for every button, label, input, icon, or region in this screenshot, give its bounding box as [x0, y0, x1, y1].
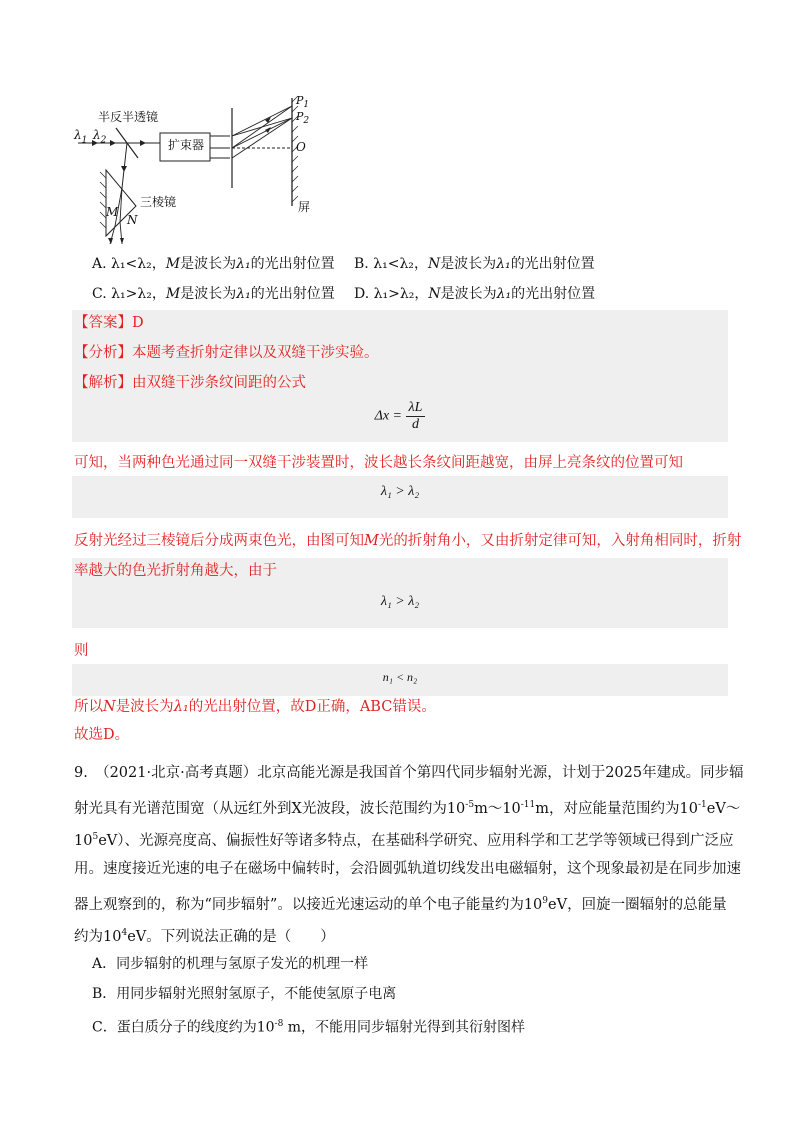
prev-option-a: A. λ₁<λ₂，M是波长为λ₁的光出射位置 — [92, 256, 335, 272]
answer-line: 【答案】D — [74, 315, 144, 331]
q9-option-c: C．蛋白质分子的线度约为$10^{-8}$ m，不能用同步辐射光得到其衍射图样 — [92, 1019, 526, 1036]
q9-line-3: $10^5eV$）、光源亮度高、偏振性好等诸多特点，在基础科学研究、应用科学和工艺学等领域已得到广泛应 — [74, 832, 734, 849]
label-half-mirror: 半反半透镜 — [98, 110, 159, 124]
formula-lambda-compare-1: λ₁ > λ₂ — [380, 484, 420, 499]
label-lambda1: $\lambda_1$ — [74, 128, 88, 146]
q9-line-2: 射光具有光谱范围宽（从远红外到X光波段，波长范围约为$10^{-5}m\sim 10^{-11}m$，对应能量范围约为$10^{-1}eV\sim$ — [74, 800, 741, 817]
formula-lambda-compare-2: λ₁ > λ₂ — [380, 594, 420, 609]
label-lambda2: $\lambda_2$ — [93, 128, 107, 146]
label-p2: $P_2$ — [296, 110, 310, 127]
label-m: M — [106, 205, 119, 219]
label-prism: 三棱镜 — [140, 195, 177, 209]
label-screen: 屏 — [298, 200, 311, 214]
solution-line-6: 所以N是波长为λ₁的光出射位置，故D正确，ABC错误。 — [74, 699, 436, 715]
q9-option-b: B．用同步辐射光照射氢原子，不能使氢原子电离 — [92, 986, 397, 1002]
analysis-line: 【分析】本题考查折射定律以及双缝干涉实验。 — [74, 345, 379, 361]
q9-line-4: 用。速度接近光速的电子在磁场中偏转时，会沿圆弧轨道切线发出电磁辐射，这个现象最初是在同步加速 — [74, 861, 741, 877]
solution-line-2: 可知，当两种色光通过同一双缝干涉装置时，波长越长条纹间距越宽，由屏上亮条纹的位置可知 — [74, 455, 683, 471]
q9-option-a: A．同步辐射的机理与氢原子发光的机理一样 — [92, 956, 369, 972]
solution-line-4: 率越大的色光折射角越大，由于 — [74, 563, 277, 579]
label-n: N — [127, 213, 138, 227]
solution-line-3: 反射光经过三棱镜后分成两束色光，由图可知M光的折射角小，又由折射定律可知，入射角相同时，折射 — [74, 533, 742, 549]
label-expander: 扩束器 — [168, 138, 205, 152]
q9-line-6: 约为$10^4eV$。下列说法正确的是（ ） — [74, 928, 335, 945]
solution-line-7: 故选D。 — [74, 727, 130, 743]
label-p1: $P_1$ — [296, 94, 310, 111]
prev-option-c: C. λ₁>λ₂，M是波长为λ₁的光出射位置 — [92, 286, 335, 302]
q9-line-5: 器上观察到的，称为“同步辐射”。以接近光速运动的单个电子能量约为$10^9eV$，回旋一圈辐射的总能量 — [74, 896, 727, 913]
q9-line-1: 9. （2021·北京·高考真题）北京高能光源是我国首个第四代同步辐射光源，计划于2025年建成。同步辐 — [74, 765, 744, 781]
prev-option-b: B. λ₁<λ₂，N是波长为λ₁的光出射位置 — [354, 256, 595, 272]
formula-fringe-spacing: Δx = $\frac{\lambda L}{d}$ — [74, 400, 726, 433]
explain-line: 【解析】由双缝干涉条纹间距的公式 — [74, 375, 306, 391]
formula-n-compare: n₁ < n₂ — [382, 670, 418, 684]
solution-line-5: 则 — [74, 643, 89, 659]
label-o: O — [296, 140, 306, 154]
prev-option-d: D. λ₁>λ₂，N是波长为λ₁的光出射位置 — [354, 286, 596, 302]
